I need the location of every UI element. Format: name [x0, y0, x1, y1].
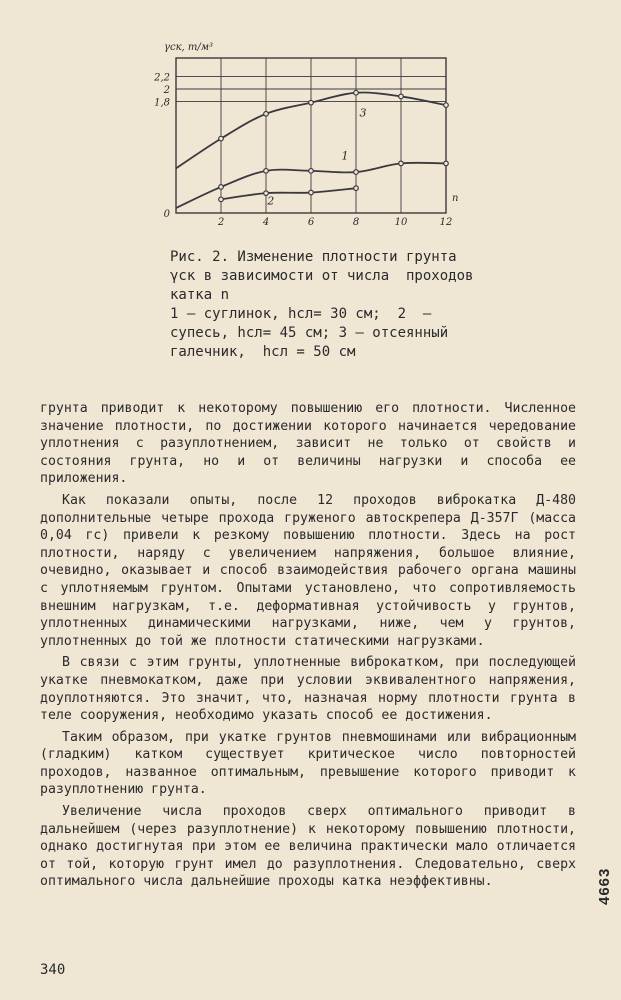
data-point-1 — [219, 185, 224, 190]
data-point-2 — [309, 190, 314, 195]
chart-y-axis-label: γск, т/м³ — [164, 42, 214, 53]
data-point-3 — [264, 112, 269, 117]
chart-tick-labels — [153, 73, 452, 228]
y-tick-label: 2,2 — [154, 72, 170, 84]
series-label-2: 2 — [267, 194, 275, 208]
caption-line: галечник, hсл = 50 см — [170, 344, 356, 360]
x-tick-label: 10 — [394, 217, 408, 228]
series-label-1: 1 — [341, 149, 349, 163]
chart-x-axis-label: n — [452, 193, 459, 204]
archive-stamp: 4663 — [596, 867, 613, 905]
paragraph: грунта приводит к некоторому повышению его плотности. Численное значение плотности, по достижении которого начинается чередование уплотнения с разуплотнением, зависит не только от свойств и состояния грунта, но и от величины нагрузки и способа ее приложения. — [40, 401, 576, 487]
data-point-3 — [444, 103, 449, 108]
data-point-1 — [309, 169, 314, 174]
x-tick-label: 2 — [217, 217, 225, 228]
caption-line: катка n — [170, 287, 230, 303]
data-point-3 — [309, 100, 314, 105]
y-tick-label: 2 — [163, 85, 170, 96]
x-tick-label: 6 — [307, 217, 315, 228]
y-tick-label: 1,8 — [154, 97, 170, 109]
caption-line: γск в зависимости от числа проходов — [170, 268, 474, 284]
body-text — [40, 400, 576, 895]
paragraph: Как показали опыты, после 12 проходов виброкатка Д-480 дополнительные четыре прохода груженого автоскрепера Д-357Г (масса 0,04 гс) привели к резкому повышению плотности. Здесь на рост плотности, наряду с увеличением напряжения, большое влияние, очевидно, оказывает и способ взаимодействия рабочего органа машины с уплотняемым грунтом. Опытами установлено, что сопротивляемость внешним нагрузкам, т.е. деформативная устойчивость у грунтов, уплотненных динамическими нагрузками, ниже, чем у грунтов, уплотненных до той же плотности статическими нагрузками. — [40, 492, 576, 649]
data-point-2 — [219, 197, 224, 202]
data-point-3 — [354, 90, 359, 95]
data-point-1 — [354, 170, 359, 175]
page-number: 340 — [40, 962, 66, 978]
x-tick-label: 12 — [439, 217, 453, 228]
series-label-3: 3 — [359, 106, 367, 120]
data-point-1 — [444, 161, 449, 166]
figure-caption — [170, 248, 474, 362]
series-line-2 — [221, 188, 356, 199]
paragraph: Увеличение числа проходов сверх оптимального приводит в дальнейшем (через разуплотнение) к некоторому повышению плотности, однако достигнутая при этом ее величина практически мало отличается от той, которую грунт имел до разуплотнения. Следовательно, сверх оптимального числа дальнейшие проходы катка неэффективны. — [40, 804, 576, 890]
x-tick-label: 8 — [352, 217, 360, 228]
data-point-1 — [264, 169, 269, 174]
paragraph: В связи с этим грунты, уплотненные виброкатком, при последующей укатке пневмокатком, даже при условии эквивалентного напряжения, доуплотняются. Это значит, что, назначая норму плотности грунта в теле сооружения, необходимо указать способ ее достижения. — [40, 655, 576, 724]
data-point-3 — [219, 136, 224, 141]
data-point-2 — [354, 186, 359, 191]
y-tick-label: 0 — [163, 209, 170, 220]
data-point-3 — [399, 94, 404, 99]
density-chart — [150, 38, 470, 238]
chart-series — [176, 90, 448, 208]
caption-line: 1 – суглинок, hсл= 30 см; 2 – — [170, 306, 432, 322]
x-tick-label: 4 — [262, 217, 270, 228]
paragraph: Таким образом, при укатке грунтов пневмошинами или вибрационным (гладким) катком существует критическое число повторностей проходов, названное оптимальным, превышение которого приводит к разуплотнению грунта. — [40, 729, 576, 798]
caption-line: супесь, hсл= 45 см; 3 – отсеянный — [170, 325, 449, 341]
data-point-1 — [399, 161, 404, 166]
caption-line: Рис. 2. Изменение плотности грунта — [170, 249, 457, 265]
